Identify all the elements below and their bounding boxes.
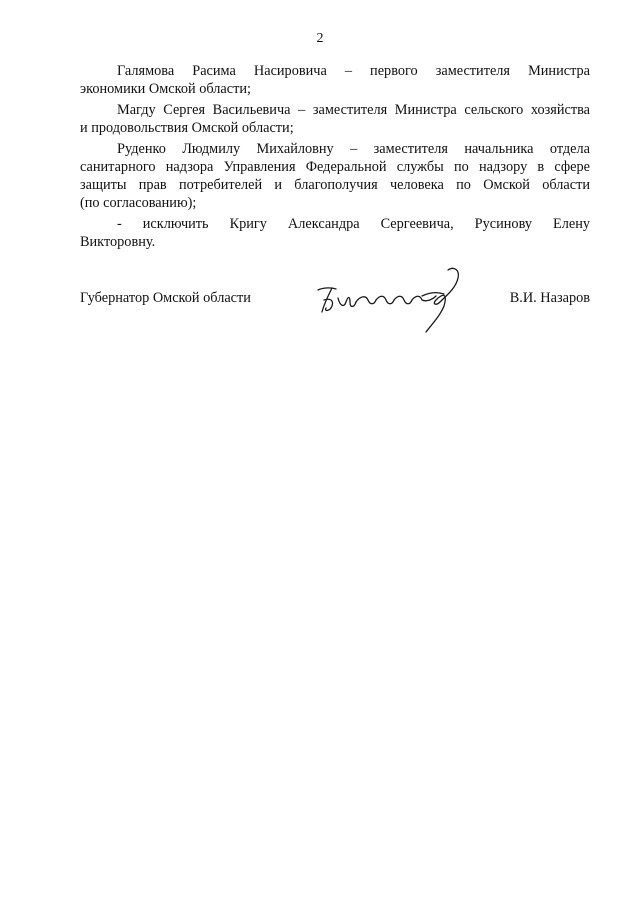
- text-line: защиты прав потребителей и благополучия человека по Омской области: [80, 177, 590, 193]
- text-line: Викторовну.: [80, 234, 156, 250]
- signatory-name: В.И. Назаров: [509, 290, 590, 306]
- text-line: Галямова Расима Насировича – первого заместителя Министра: [117, 63, 590, 79]
- paragraph-exclude: [80, 215, 590, 251]
- text-line: и продовольствия Омской области;: [80, 120, 294, 136]
- text-line: Руденко Людмилу Михайловну – заместителя начальника отдела: [117, 141, 590, 157]
- text-line: экономики Омской области;: [80, 81, 251, 97]
- text-line: Магду Сергея Васильевича – заместителя Министра сельского хозяйства: [117, 102, 590, 118]
- document-body: [80, 62, 590, 254]
- handwritten-signature-icon: [308, 262, 478, 334]
- text-line: - исключить Кригу Александра Сергеевича, Русинову Елену: [117, 216, 590, 232]
- paragraph-galyamova: [80, 62, 590, 98]
- signature-block: [80, 262, 590, 342]
- page-number: 2: [316, 31, 324, 46]
- paragraph-rudenko: [80, 140, 590, 212]
- text-line: (по согласованию);: [80, 195, 197, 211]
- text-line: санитарного надзора Управления Федеральной службы по надзору в сфере: [80, 159, 590, 175]
- signatory-position: Губернатор Омской области: [80, 290, 251, 306]
- paragraph-magda: [80, 101, 590, 137]
